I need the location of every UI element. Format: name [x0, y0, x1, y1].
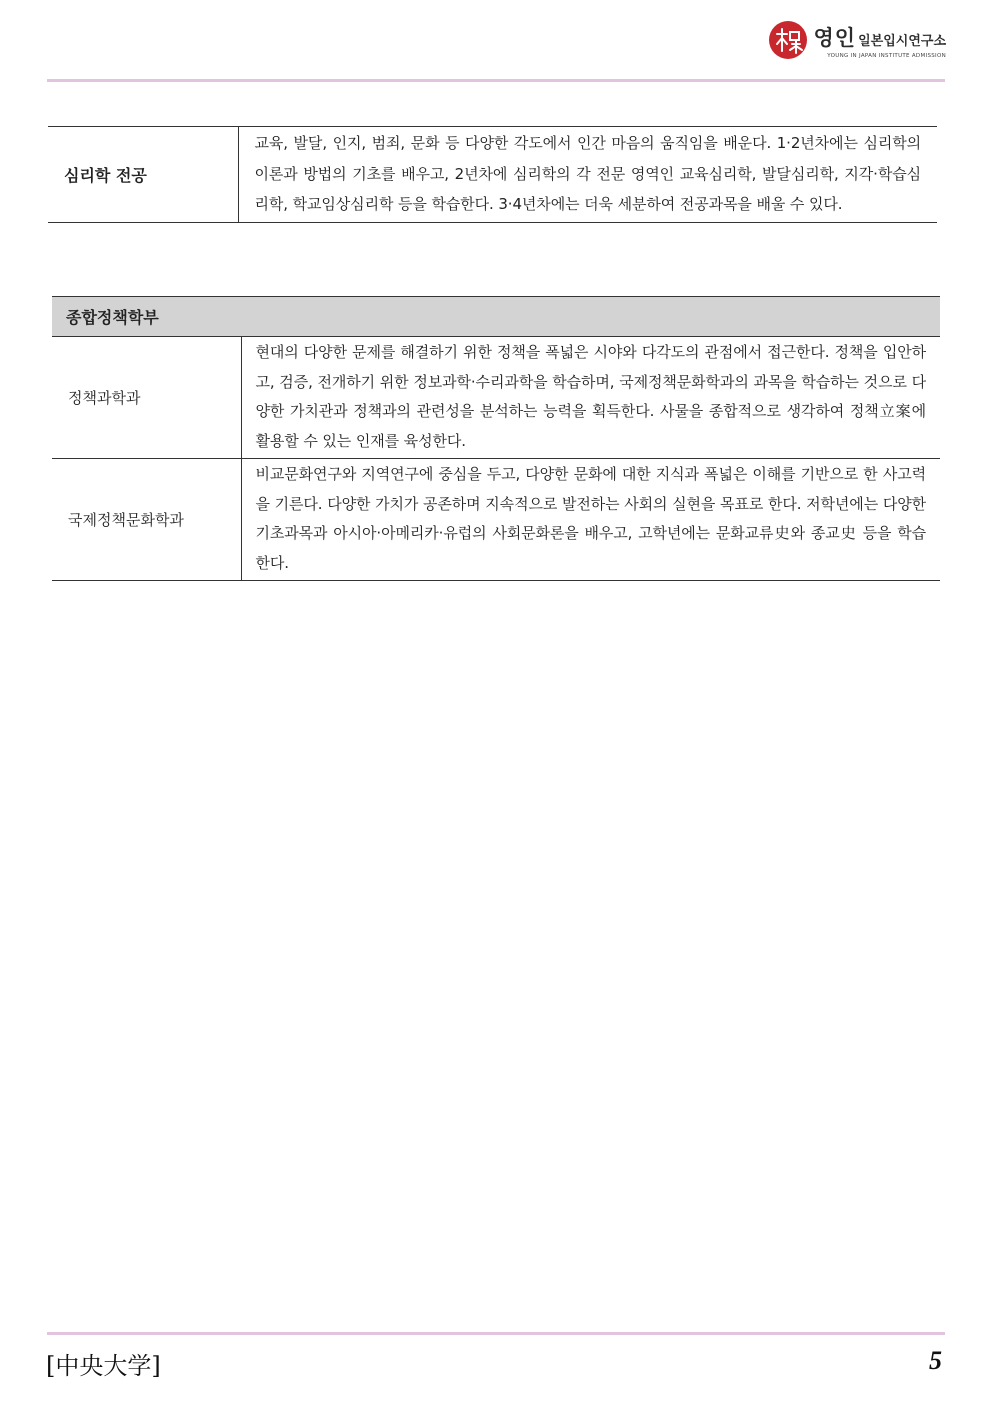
- header-divider: [47, 79, 945, 82]
- logo-brand: 영인: [813, 25, 857, 50]
- row-label: 국제정책문화학과: [52, 459, 241, 581]
- row-description: 현대의 다양한 문제를 해결하기 위한 정책을 폭넓은 시야와 다각도의 관점에서 접근한다. 정책을 입안하고, 검증, 전개하기 위한 정보과학·수리과학을 학습하며, 국제정책문화학과의 과목을 학습하는 것으로 다양한 가치관과 정책과의 관련성을 분석하는 능력을 획득한다. 사물을 종합적으로 생각하여 정책立案에 활용할 수 있는 인재를 육성한다.: [255, 343, 926, 450]
- faculty-heading: 종합정책학부: [52, 297, 940, 337]
- logo-suffix: 일본입시연구소: [858, 33, 946, 49]
- row-label: 정책과학과: [52, 337, 241, 459]
- footer-university: [中央大学]: [46, 1352, 161, 1380]
- row-description: 비교문화연구와 지역연구에 중심을 두고, 다양한 문화에 대한 지식과 폭넓은 이해를 기반으로 한 사고력을 기른다. 다양한 가치가 공존하며 지속적으로 발전하는 사회의 실현을 목표로 한다. 저학년에는 다양한 기초과목과 아시아·아메리카·유럽의 사회문화론을 배우고, 고학년에는 문화교류史와 종교史 등을 학습한다.: [241, 459, 940, 581]
- table-row: [48, 127, 937, 223]
- page-number: 5: [929, 1346, 942, 1375]
- institute-logo: [768, 20, 946, 60]
- policy-faculty-table: [52, 296, 940, 581]
- table-row: [52, 337, 940, 459]
- footer-divider: [47, 1332, 945, 1335]
- logo-emblem-icon: [768, 20, 808, 60]
- row-label: 심리학 전공: [48, 127, 238, 223]
- psychology-major-table: [48, 126, 937, 223]
- table-row: [52, 459, 940, 581]
- logo-subtitle: YOUNG IN JAPAN INSTITUTE ADMISSION: [827, 52, 946, 59]
- table-heading-row: [52, 297, 940, 337]
- row-description: 교육, 발달, 인지, 범죄, 문화 등 다양한 각도에서 인간 마음의 움직임을 배운다. 1·2년차에는 심리학의 이론과 방법의 기초를 배우고, 2년차에 심리학의 각 전문 영역인 교육심리학, 발달심리학, 지각·학습심리학, 학교임상심리학 등을 학습한다. 3·4년차에는 더욱 세분하여 전공과목을 배울 수 있다.: [254, 134, 921, 213]
